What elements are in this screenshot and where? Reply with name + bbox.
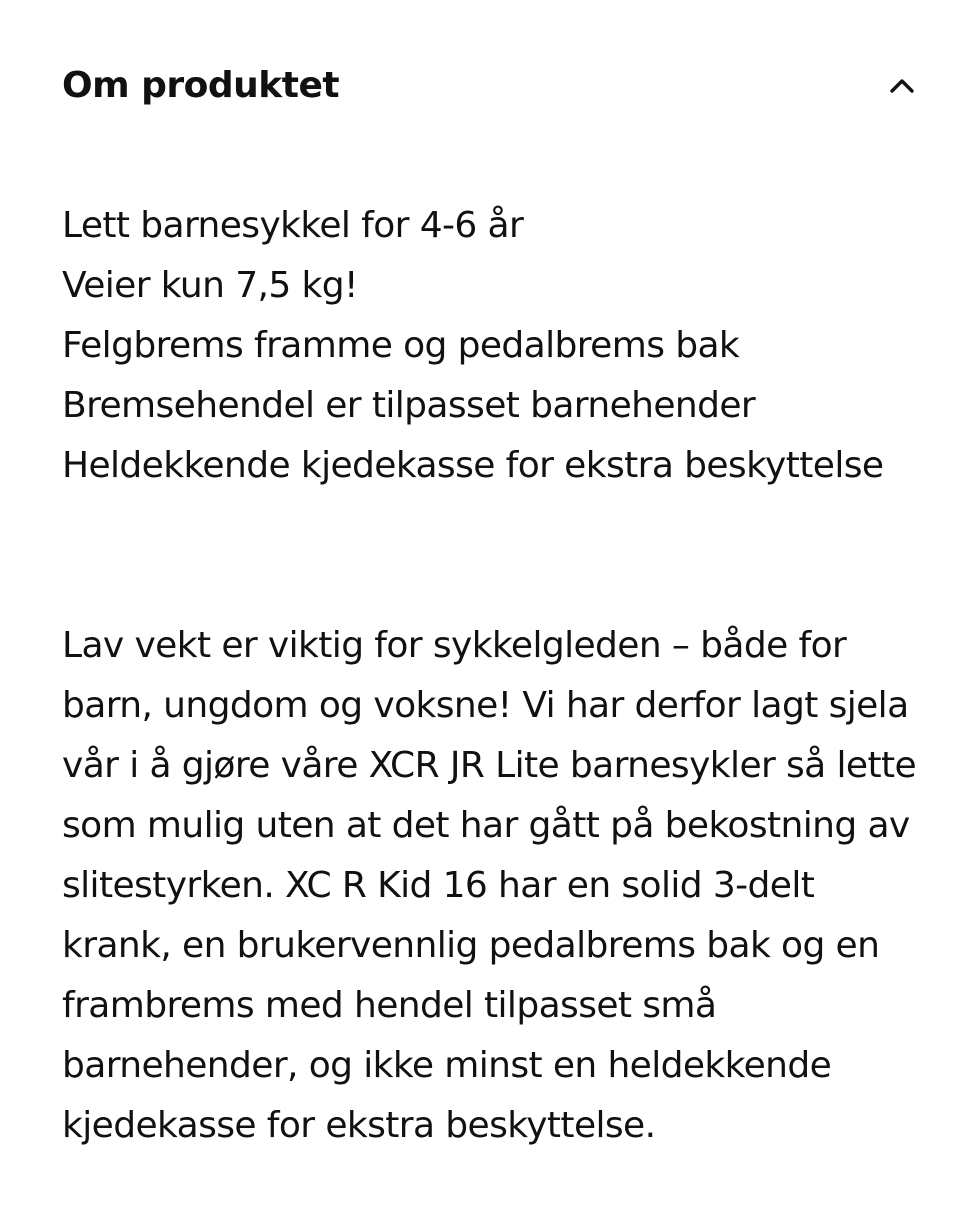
accordion-content — [62, 196, 932, 1146]
features-list — [62, 196, 932, 496]
feature-item: Felgbrems framme og pedalbrems bak — [62, 325, 740, 366]
accordion-title: Om produktet — [62, 65, 340, 106]
product-description: Lav vekt er viktig for sykkelgleden – både for barn, ungdom og voksne! Vi har derfor lagt sjela vår i å gjøre våre XCR JR Lite barnesykler så lette som mulig uten at det har gått på bekostning av slitestyrken. XC R Kid 16 har en solid 3-delt krank, en brukervennlig pedalbrems bak og en frambrems med hendel tilpasset små barnehender, og ikke minst en heldekkende kjedekasse for ekstra beskyttelse. — [62, 625, 917, 1146]
feature-item: Bremsehendel er tilpasset barnehender — [62, 385, 756, 426]
feature-item: Veier kun 7,5 kg! — [62, 265, 358, 306]
accordion-header-om-produktet[interactable] — [62, 60, 922, 112]
chevron-up-icon[interactable] — [882, 66, 922, 106]
feature-item: Heldekkende kjedekasse for ekstra beskyttelse — [62, 445, 884, 486]
feature-item: Lett barnesykkel for 4-6 år — [62, 205, 524, 246]
